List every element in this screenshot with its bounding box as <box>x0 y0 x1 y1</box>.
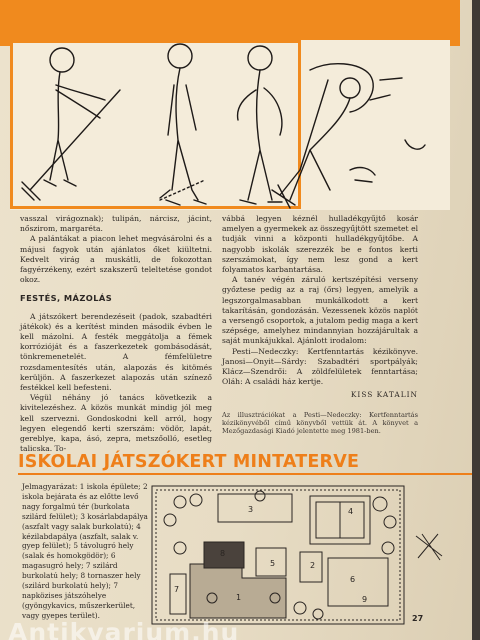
schoolyard-plan-drawing <box>150 478 446 628</box>
plan-label-8: 8 <box>220 549 226 558</box>
article-column-left <box>20 214 212 454</box>
watermark: Antikvarium.hu <box>8 618 240 640</box>
plan-label-2: 2 <box>310 561 316 570</box>
paragraph: vábbá legyen kéznél hulladékgyűjtő kosár amelyen a gyermekek az összegyűjtött szemetet el tudják vinni a központi hulladékgyűjtőbe. A nagyobb iskolák szerezzék be e fontos kerti szerszámokat, így nem lesz gond a kert folyamatos karbantartása. <box>222 214 418 275</box>
paragraph: A palántákat a piacon lehet megvásárolni és a májusi fagyok után ajánlatos őket kiültetni. Kedvelt virág a muskátli, de fokozottan fagyérzékeny, ezért szakszerű teleltetése gondot okoz. <box>20 234 212 285</box>
paragraph: A játszókert berendezéseit (padok, szabadtéri játékok) és a kerítést minden második évben le kell mázolni. A festék meggátolja a fémek korrózióját és a faszerkezetek gombásodását, tönkremenetelét. A fémfelületre rozsdamentesítés után, alapozás és kitömés kerüljön. A faszerkezet alapozás után színező festékkel kell befesteni. <box>20 311 212 393</box>
title-underline <box>18 473 476 475</box>
plan-label-9: 9 <box>362 595 368 604</box>
plan-label-4: 4 <box>348 507 354 516</box>
illustration-credit-footnote: Az illusztrációkat a Pesti—Nedeczky: Kertfenntartás kézikönyvéből című könyvből vettük át. A könyvet a Mezőgazdasági Kiadó jelentette meg 1981-ben. <box>222 410 418 436</box>
plan-legend: Jelmagyarázat: 1 iskola épülete; 2 iskola bejárata és az előtte levő nagy forgalmú tér (burkolata szilárd felület); 3 kosárlabdapálya (aszfalt vagy salak burkolatú); 4 kézilabdapálya (aszfalt, salak v. gyep felület); 5 távolugró hely (salak és homokgödör); 6 magasugró hely; 7 szilárd burkolatú hely; 8 tornaszer hely (szilárd burkolatú hely); 7 napközises játszóhelye (gyöngykavics, műszerkerület, vagy gyepes terület). <box>22 482 148 620</box>
paragraph: vasszal virágoznak); tulipán, nárcisz, jácint, nőszirom, margaréta. <box>20 214 212 234</box>
section-title: ISKOLAI JÁTSZÓKERT MINTATERVE <box>18 452 360 472</box>
paragraph: Pesti—Nedeczky: Kertfenntartás kézikönyve. Janosi—Onyit—Sárdy: Szabadtéri sportpályák; Klácz—Szendrői: A zöldfelületek fenntartása; Oláh: A családi ház kertje. <box>222 346 418 387</box>
paragraph: Végül néhány jó tanács következik a kivitelezéshez. A közös munkát mindig jól meg kell szervezni. Gondoskodni kell arról, hogy legyen elegendő kerti szerszám: vödör, lapát, gereblye, kapa, ásó, zepra, metszőolló, esetleg talicska. To- <box>20 393 212 454</box>
plan-label-5: 5 <box>270 559 276 568</box>
gardening-illustrations <box>10 40 450 210</box>
article-column-right <box>222 214 418 436</box>
page-number: 27 <box>412 614 424 623</box>
paragraph: A tanév végén záruló kertszépítési verseny győztese pedig az a raj (őrs) legyen, amelyik a legszorgalmasabban munkálkodott a kert takarításán, gondozásán. Vezessenek közös naplót a versengő csoportok, a jutalom pedig maga a kert szépsége, amelyhez mindannyian hozzájárultak a saját munkájukkal. Ajánlott irodalom: <box>222 275 418 346</box>
plan-label-1: 1 <box>236 593 242 602</box>
plan-label-7: 7 <box>174 585 180 594</box>
plan-label-3: 3 <box>248 505 254 514</box>
section-heading-festes: FESTÉS, MÁZOLÁS <box>20 293 113 304</box>
author-signature: KISS KATALIN <box>350 390 418 400</box>
page-edge <box>472 0 480 640</box>
plan-label-6: 6 <box>350 575 356 584</box>
